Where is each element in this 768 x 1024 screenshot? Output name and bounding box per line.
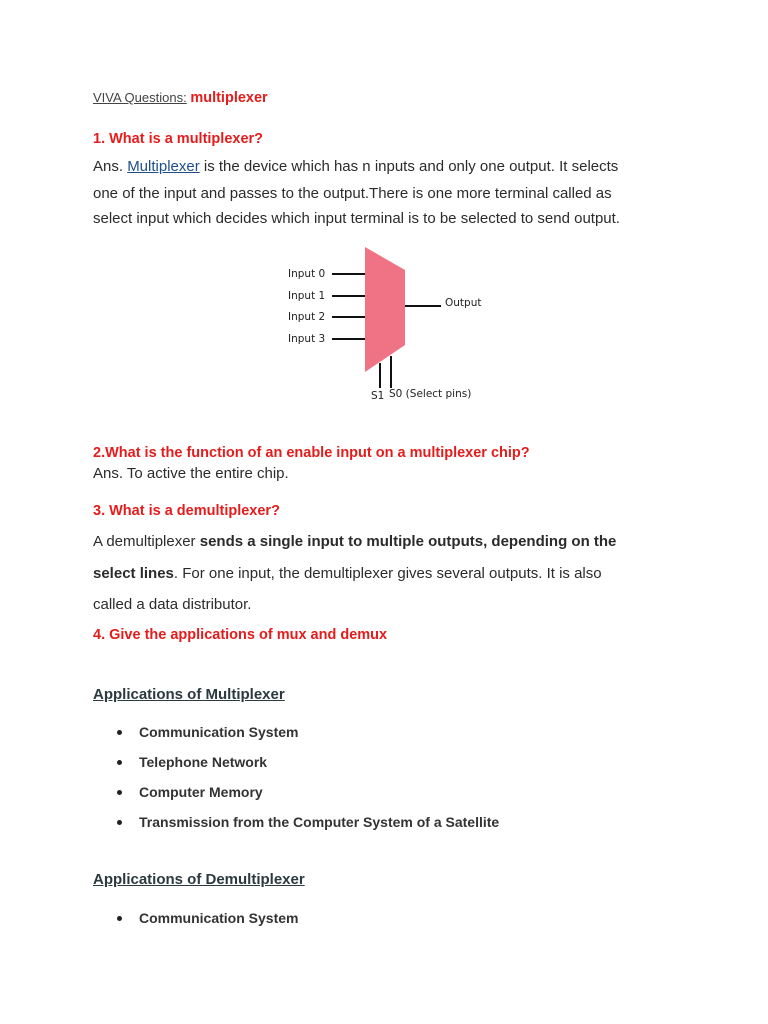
header-topic: multiplexer bbox=[190, 90, 268, 106]
bullet-icon bbox=[117, 760, 122, 765]
text: . For one input, the demultiplexer gives several outputs. It is also bbox=[173, 565, 602, 582]
answer-2: Ans. To active the entire chip. bbox=[93, 465, 289, 482]
bullet-icon bbox=[117, 820, 122, 825]
question-3: 3. What is a demultiplexer? bbox=[93, 503, 280, 519]
list-item: Computer Memory bbox=[139, 784, 263, 800]
mux-applications-title: Applications of Multiplexer bbox=[93, 686, 285, 703]
input-3-label: Input 3 bbox=[288, 333, 326, 345]
output-label: Output bbox=[445, 297, 482, 309]
answer-text: is the device which has n inputs and only one output. It selects bbox=[203, 158, 619, 175]
s0-label: S0 (Select pins) bbox=[389, 388, 472, 400]
question-1: 1. What is a multiplexer? bbox=[93, 131, 264, 147]
answer-3-line-1 bbox=[93, 533, 616, 550]
bullet-icon bbox=[117, 730, 122, 735]
answer-1-line-3: select input which decides which input terminal is to be selected to send output. bbox=[93, 210, 620, 227]
input-1-label: Input 1 bbox=[288, 290, 326, 302]
demux-applications-title: Applications of Demultiplexer bbox=[93, 871, 305, 888]
answer-3-line-2 bbox=[93, 565, 602, 582]
text: A demultiplexer bbox=[93, 533, 196, 550]
multiplexer-link[interactable]: Multiplexer bbox=[127, 158, 200, 175]
mux-body bbox=[365, 247, 405, 372]
answer-3-line-3: called a data distributor. bbox=[93, 596, 252, 613]
header-label: VIVA Questions: bbox=[93, 90, 187, 105]
input-0-label: Input 0 bbox=[288, 268, 326, 280]
list-item: Communication System bbox=[139, 724, 299, 740]
bold-text: select lines bbox=[93, 565, 174, 582]
s1-label: S1 bbox=[371, 390, 385, 402]
list-item: Communication System bbox=[139, 910, 299, 926]
question-4: 4. Give the applications of mux and demux bbox=[93, 627, 388, 643]
doc-header bbox=[93, 90, 268, 106]
list-item: Transmission from the Computer System of a Satellite bbox=[139, 814, 500, 830]
bullet-icon bbox=[117, 916, 122, 921]
bold-text: sends a single input to multiple outputs, depending on the bbox=[199, 533, 617, 550]
ans-prefix: Ans. bbox=[93, 158, 124, 175]
input-2-label: Input 2 bbox=[288, 311, 326, 323]
question-2: 2.What is the function of an enable input on a multiplexer chip? bbox=[93, 445, 530, 461]
list-item: Telephone Network bbox=[139, 754, 268, 770]
answer-1-line-1 bbox=[93, 158, 618, 175]
multiplexer-diagram bbox=[280, 240, 510, 410]
bullet-icon bbox=[117, 790, 122, 795]
answer-1-line-2: one of the input and passes to the output.There is one more terminal called as bbox=[93, 185, 612, 202]
